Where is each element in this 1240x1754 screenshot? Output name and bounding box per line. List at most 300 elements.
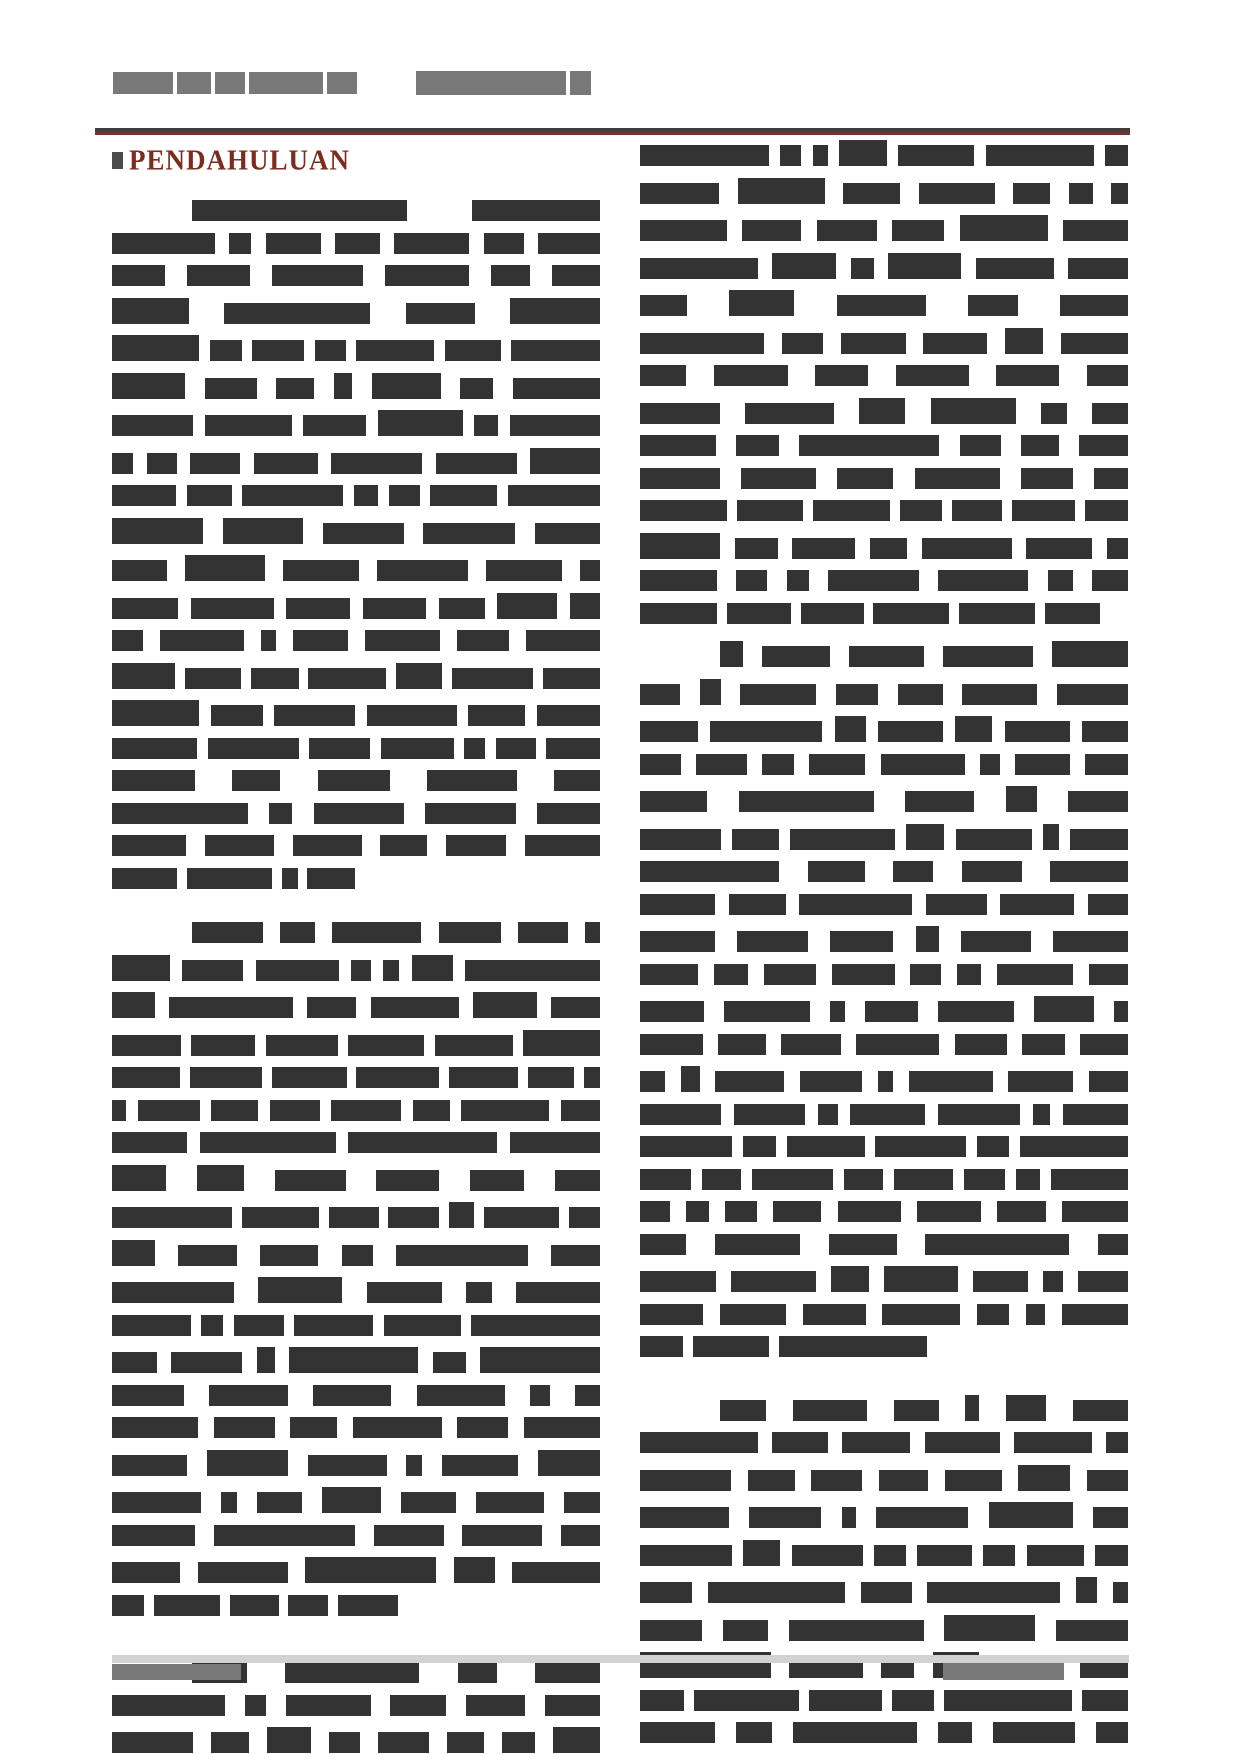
redacted-word [1020, 1136, 1128, 1157]
redacted-word [545, 1695, 600, 1716]
redacted-word [640, 684, 680, 705]
redacted-word [214, 1525, 355, 1546]
redacted-word [1005, 721, 1070, 742]
redacted-word [182, 960, 243, 981]
redacted-word [640, 1201, 670, 1222]
redacted-word [394, 233, 469, 254]
redacted-word [187, 485, 232, 506]
redacted-word [308, 1455, 387, 1476]
redacted-word [323, 523, 404, 544]
redacted-word [242, 485, 343, 506]
redacted-word [830, 931, 893, 952]
redacted-word [147, 453, 177, 474]
redacted-word [491, 265, 530, 286]
redacted-word [710, 721, 822, 742]
redacted-word [1068, 258, 1128, 279]
redacted-word [1005, 328, 1043, 354]
redacted-word [1093, 1507, 1128, 1528]
redacted-word [739, 791, 874, 812]
redacted-word [780, 145, 801, 166]
redacted-word [964, 1169, 1005, 1190]
redacted-word [962, 684, 1037, 705]
redacted-word [842, 1432, 910, 1453]
redacted-word [554, 770, 600, 791]
redacted-word [952, 500, 1002, 521]
redacted-word [338, 1595, 398, 1616]
redacted-word [261, 630, 276, 651]
redacted-word [894, 1169, 953, 1190]
redacted-word [894, 1400, 939, 1421]
redacted-word [332, 922, 421, 943]
redacted-word [575, 1385, 600, 1406]
redacted-word [1078, 1271, 1128, 1292]
redacted-word [640, 1271, 716, 1292]
redacted-word [293, 835, 362, 856]
redacted-word [782, 333, 823, 354]
redacted-word [516, 1282, 600, 1303]
redacted-word [256, 960, 339, 981]
redacted-word [377, 560, 468, 581]
redacted-word [938, 570, 1028, 591]
redacted-word [849, 646, 924, 667]
redacted-word [254, 453, 318, 474]
redacted-word [353, 1417, 442, 1438]
redacted-word [905, 791, 974, 812]
redacted-word [1089, 1071, 1128, 1092]
redacted-word [538, 1450, 600, 1476]
redacted-word [447, 1732, 484, 1753]
redacted-word [112, 1492, 201, 1513]
redacted-word [831, 1266, 869, 1292]
redacted-word [640, 1234, 686, 1255]
redacted-word [473, 992, 537, 1018]
redacted-text-block [249, 72, 323, 94]
redacted-word [938, 1722, 972, 1743]
redacted-word [430, 485, 497, 506]
redacted-word [740, 684, 816, 705]
redacted-word [731, 1271, 816, 1292]
redacted-word [1057, 684, 1128, 705]
redacted-word [909, 1071, 993, 1092]
redacted-word [1033, 1104, 1050, 1125]
redacted-word [329, 1732, 360, 1753]
redacted-word [818, 1104, 838, 1125]
redacted-text-block [570, 71, 591, 95]
redacted-word [898, 145, 974, 166]
redacted-word [738, 178, 825, 204]
redacted-word [803, 1304, 866, 1325]
redacted-word [526, 630, 600, 651]
redacted-word [693, 1336, 769, 1357]
redacted-word [433, 1352, 466, 1373]
redacted-word [380, 835, 427, 856]
redacted-word [112, 1282, 234, 1303]
redacted-word [322, 1487, 381, 1513]
redacted-word [584, 1067, 600, 1088]
redacted-word [266, 233, 321, 254]
redacted-text-block [416, 71, 566, 95]
redacted-word [1013, 183, 1050, 204]
redacted-word [389, 485, 420, 506]
redacted-word [435, 1035, 513, 1056]
redacted-word [1082, 1690, 1128, 1711]
header-rule [95, 128, 1130, 135]
redacted-word [445, 340, 501, 361]
redacted-word [553, 1727, 600, 1753]
intro-paragraph-4 [640, 140, 1128, 635]
redacted-word [640, 1470, 731, 1491]
redacted-word [286, 1695, 371, 1716]
redacted-word [896, 365, 969, 386]
redacted-word [528, 1067, 574, 1088]
redacted-word [729, 894, 786, 915]
redacted-word [640, 721, 698, 742]
redacted-word [200, 1132, 336, 1153]
redacted-word [917, 1201, 981, 1222]
redacted-word [955, 1034, 1007, 1055]
redacted-word [378, 1732, 429, 1753]
redacted-word [916, 926, 939, 952]
redacted-word [1043, 824, 1059, 850]
redacted-word [436, 453, 517, 474]
redacted-word [372, 373, 441, 399]
redacted-word [308, 668, 386, 689]
redacted-word [207, 1450, 288, 1476]
redacted-word [555, 1170, 600, 1191]
redacted-word [192, 922, 263, 943]
redacted-word [513, 378, 600, 399]
redacted-word [842, 1507, 856, 1528]
redacted-word [209, 1385, 288, 1406]
redacted-word [187, 265, 250, 286]
redacted-word [1107, 538, 1128, 559]
redacted-word [836, 684, 878, 705]
redacted-word [1092, 403, 1128, 424]
redacted-word [396, 663, 442, 689]
redacted-word [787, 1136, 865, 1157]
redacted-word [882, 1304, 960, 1325]
redacted-word [214, 1417, 275, 1438]
redacted-word [314, 803, 404, 824]
redacted-word [318, 770, 390, 791]
redacted-word [734, 1104, 805, 1125]
redacted-word [700, 679, 721, 705]
redacted-word [817, 220, 877, 241]
redacted-word [1022, 1034, 1065, 1055]
redacted-word [234, 1315, 284, 1336]
redacted-word [423, 523, 515, 544]
redacted-word [752, 1169, 833, 1190]
footer-page-info-redacted [112, 1664, 241, 1680]
redacted-word [931, 398, 1016, 424]
redacted-word [808, 861, 865, 882]
redacted-word [696, 754, 747, 775]
redacted-word [465, 960, 600, 981]
redacted-word [112, 265, 165, 286]
redacted-word [211, 705, 263, 726]
redacted-word [1027, 1545, 1084, 1566]
redacted-word [790, 829, 895, 850]
redacted-word [870, 538, 907, 559]
redacted-word [1114, 1001, 1128, 1022]
redacted-word [351, 960, 371, 981]
redacted-word [449, 1202, 474, 1228]
redacted-word [285, 1662, 419, 1683]
redacted-word [512, 1562, 600, 1583]
redacted-word [1060, 295, 1128, 316]
redacted-word [245, 1695, 266, 1716]
redacted-word [112, 598, 178, 619]
redacted-word [993, 1722, 1075, 1743]
redacted-word [406, 1455, 422, 1476]
redacted-word [959, 603, 1035, 624]
intro-paragraph-5 [640, 641, 1128, 1369]
redacted-word [1085, 500, 1128, 521]
redacted-word [457, 1417, 508, 1438]
redacted-word [1096, 1722, 1128, 1743]
redacted-word [640, 333, 764, 354]
redacted-word [997, 964, 1073, 985]
redacted-word [309, 738, 370, 759]
redacted-word [926, 894, 987, 915]
redacted-word [1092, 570, 1128, 591]
redacted-word [524, 1417, 600, 1438]
redacted-word [354, 485, 378, 506]
section-heading: PENDAHULUAN [129, 143, 351, 176]
redacted-word [1087, 365, 1128, 386]
redacted-word [191, 1035, 255, 1056]
redacted-word [276, 378, 314, 399]
redacted-word [457, 630, 509, 651]
redacted-word [736, 570, 767, 591]
redacted-word [251, 668, 299, 689]
redacted-word [640, 1034, 703, 1055]
redacted-word [813, 145, 828, 166]
redacted-word [965, 1395, 979, 1421]
redacted-word [396, 1245, 528, 1266]
redacted-word [686, 1201, 709, 1222]
redacted-word [884, 1266, 958, 1292]
redacted-word [232, 770, 280, 791]
redacted-word [1015, 754, 1070, 775]
intro-paragraph-2 [112, 922, 600, 1627]
redacted-word [762, 754, 794, 775]
redacted-word [809, 754, 865, 775]
redacted-word [917, 1545, 972, 1566]
redacted-word [221, 1492, 237, 1513]
redacted-word [348, 1035, 424, 1056]
redacted-word [496, 738, 536, 759]
redacted-word [723, 1620, 768, 1641]
redacted-word [289, 1347, 418, 1373]
redacted-word [476, 1492, 544, 1513]
redacted-word [878, 721, 943, 742]
redacted-word [305, 1557, 436, 1583]
redacted-word [1089, 964, 1128, 985]
redacted-word [835, 716, 866, 742]
redacted-word [474, 415, 498, 436]
redacted-word [464, 738, 485, 759]
redacted-word [1026, 538, 1092, 559]
redacted-word [561, 1100, 600, 1121]
redacted-word [879, 1470, 928, 1491]
redacted-word [272, 1067, 347, 1088]
redacted-word [378, 410, 463, 436]
header-issue-info-redacted [416, 69, 591, 95]
redacted-word [223, 518, 303, 544]
redacted-word [839, 140, 887, 166]
redacted-word [1085, 754, 1128, 775]
redacted-word [331, 453, 422, 474]
redacted-word [371, 997, 459, 1018]
redacted-word [1041, 403, 1067, 424]
redacted-word [1051, 1169, 1128, 1190]
redacted-word [1063, 1104, 1128, 1125]
redacted-word [551, 997, 600, 1018]
redacted-word [1062, 1201, 1128, 1222]
redacted-word [385, 265, 469, 286]
redacted-word [859, 398, 905, 424]
redacted-word [518, 922, 568, 943]
redacted-word [112, 298, 189, 324]
redacted-word [201, 1315, 223, 1336]
redacted-word [1070, 829, 1128, 850]
redacted-word [570, 593, 600, 619]
redacted-word [1106, 1432, 1128, 1453]
redacted-word [384, 1315, 461, 1336]
redacted-word [938, 1001, 1014, 1022]
redacted-word [910, 964, 941, 985]
redacted-word [530, 448, 600, 474]
redacted-word [875, 1136, 966, 1157]
redacted-word [112, 738, 197, 759]
redacted-word [694, 1690, 799, 1711]
redacted-word [640, 603, 717, 624]
redacted-word [342, 1245, 373, 1266]
redacted-word [925, 1432, 1000, 1453]
redacted-word [585, 922, 600, 943]
redacted-word [356, 1067, 439, 1088]
redacted-word [466, 1695, 525, 1716]
redacted-word [714, 365, 788, 386]
redacted-word [383, 960, 399, 981]
redacted-word [1052, 641, 1128, 667]
redacted-word [388, 1207, 439, 1228]
redacted-word [112, 335, 199, 361]
redacted-word [865, 1001, 918, 1022]
redacted-word [843, 183, 900, 204]
redacted-word [640, 468, 720, 489]
redacted-word [538, 233, 600, 254]
redacted-word [190, 1067, 262, 1088]
redacted-word [112, 1695, 225, 1716]
redacted-word [925, 1234, 1069, 1255]
redacted-word [960, 215, 1048, 241]
redacted-word [640, 1582, 692, 1603]
redacted-word [850, 1104, 925, 1125]
redacted-word [307, 868, 355, 889]
redacted-word [640, 258, 758, 279]
redacted-word [535, 523, 600, 544]
redacted-word [1087, 1470, 1128, 1491]
redacted-word [551, 1245, 600, 1266]
redacted-word [307, 997, 356, 1018]
redacted-word [792, 538, 855, 559]
redacted-word [1006, 786, 1037, 812]
redacted-word [997, 1201, 1046, 1222]
redacted-word [1056, 1620, 1128, 1641]
redacted-word [356, 340, 434, 361]
redacted-word [269, 803, 292, 824]
redacted-word [1113, 1582, 1128, 1603]
redacted-word [923, 333, 987, 354]
redacted-word [844, 1169, 883, 1190]
redacted-word [569, 1207, 600, 1228]
redacted-word [837, 295, 926, 316]
redacted-word [640, 1071, 665, 1092]
redacted-word [208, 738, 299, 759]
redacted-word [944, 1690, 1072, 1711]
redacted-word [367, 705, 457, 726]
redacted-word [303, 415, 366, 436]
redacted-word [640, 183, 719, 204]
redacted-word [983, 1545, 1015, 1566]
redacted-word [390, 1695, 446, 1716]
redacted-word [112, 835, 186, 856]
redacted-word [564, 1492, 600, 1513]
header-journal-title-redacted [113, 66, 357, 94]
redacted-word [275, 1170, 346, 1191]
redacted-word [530, 1385, 550, 1406]
redacted-word [412, 955, 453, 981]
redacted-word [955, 716, 992, 742]
redacted-word [772, 253, 836, 279]
redacted-word [957, 964, 981, 985]
redacted-word [878, 1071, 893, 1092]
redacted-word [252, 340, 304, 361]
redacted-word [537, 803, 600, 824]
redacted-word [799, 435, 939, 456]
redacted-word [1111, 183, 1128, 204]
redacted-word [640, 1722, 715, 1743]
redacted-word [829, 1234, 897, 1255]
redacted-word [112, 630, 143, 651]
redacted-word [112, 1132, 187, 1153]
redacted-word [640, 1336, 683, 1357]
redacted-word [737, 500, 803, 521]
redacted-word [535, 1662, 600, 1683]
redacted-word [112, 663, 175, 689]
redacted-word [1045, 603, 1100, 624]
redacted-word [938, 1104, 1020, 1125]
redacted-word [112, 560, 167, 581]
redacted-word [185, 555, 265, 581]
redacted-word [720, 641, 743, 667]
redacted-word [893, 861, 933, 882]
redacted-word [1006, 1395, 1046, 1421]
redacted-word [779, 1336, 927, 1357]
redacted-word [211, 1100, 258, 1121]
redacted-word [470, 1170, 524, 1191]
redacted-word [257, 1492, 302, 1513]
redacted-word [112, 1165, 166, 1191]
redacted-word [745, 403, 834, 424]
redacted-word [417, 1385, 505, 1406]
redacted-word [968, 295, 1018, 316]
redacted-word [1061, 333, 1128, 354]
redacted-word [461, 1100, 549, 1121]
redacted-word [736, 435, 779, 456]
